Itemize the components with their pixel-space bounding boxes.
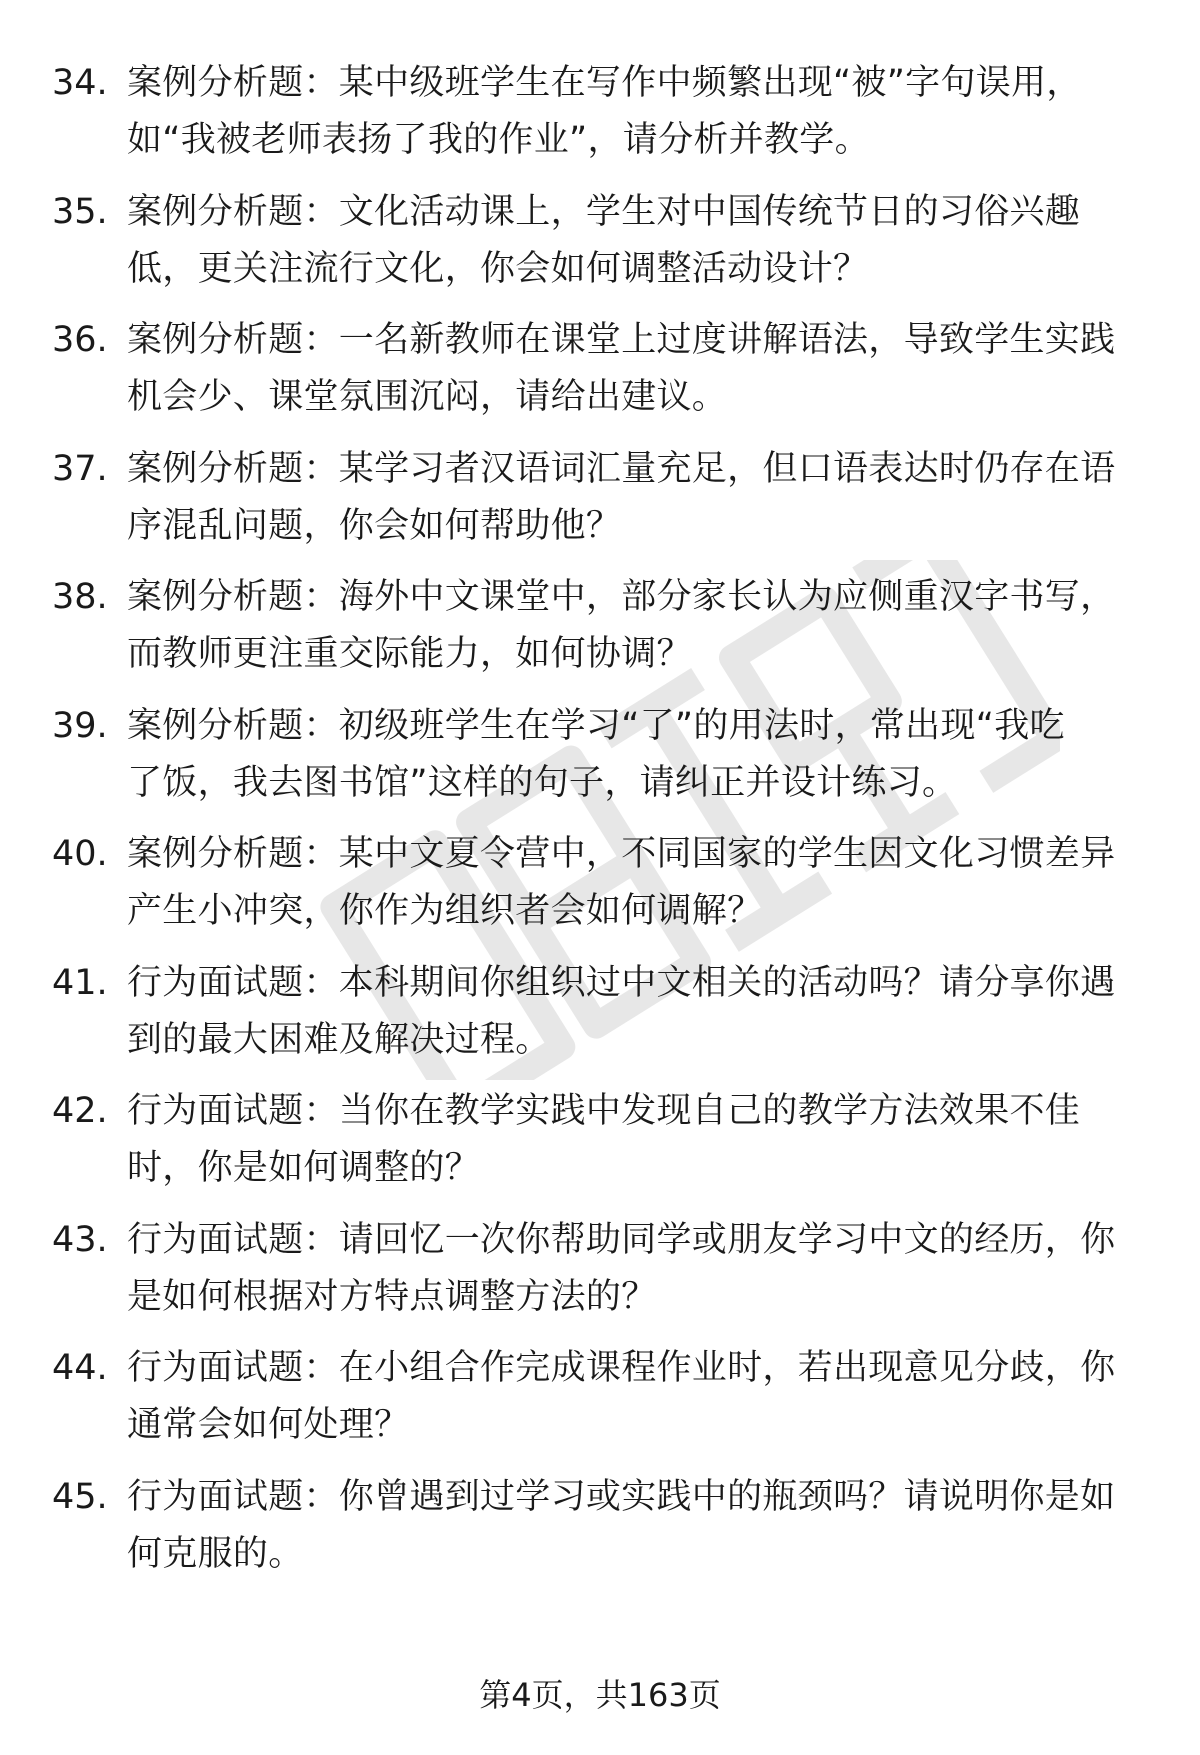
question-item [0, 825, 1200, 954]
question-item [0, 697, 1200, 826]
question-text-line-2: 序混乱问题，你会如何帮助他？ [127, 505, 622, 546]
question-item [0, 1082, 1200, 1211]
question-number: 35. [52, 191, 108, 232]
page-footer [0, 1670, 1200, 1720]
question-text-line-2: 通常会如何处理？ [127, 1405, 410, 1445]
question-text-line-1: 行为面试题：当你在教学实践中发现自己的教学方法效果不佳 [127, 1091, 1081, 1131]
question-item [0, 954, 1200, 1083]
question-number: 43. [52, 1219, 108, 1260]
question-text-line-2: 机会少、课堂氛围沉闷，请给出建议。 [127, 377, 728, 417]
question-text-line-2: 低，更关注流行文化，你会如何调整活动设计？ [127, 248, 869, 289]
question-number: 34. [52, 63, 108, 103]
question-item [0, 183, 1200, 312]
question-item [0, 568, 1200, 697]
question-item [0, 54, 1200, 183]
question-text-line-2: 到的最大困难及解决过程。 [127, 1019, 551, 1060]
question-number: 39. [52, 705, 108, 746]
question-text-line-2: 何克服的。 [127, 1533, 304, 1574]
question-number: 37. [52, 448, 108, 489]
question-text-line-1: 案例分析题：某学习者汉语词汇量充足，但口语表达时仍存在语 [127, 448, 1116, 489]
question-number: 44. [52, 1348, 108, 1388]
question-number: 40. [52, 834, 108, 874]
question-text-line-2: 如“我被老师表扬了我的作业”，请分析并教学。 [127, 120, 870, 160]
question-text-line-1: 案例分析题：海外中文课堂中，部分家长认为应侧重汉字书写， [127, 577, 1116, 617]
page-number-label: 第4页，共163页 [479, 1676, 721, 1714]
question-text-line-1: 案例分析题：某中文夏令营中，不同国家的学生因文化习惯差异 [127, 834, 1116, 874]
question-item [0, 440, 1200, 569]
question-text-line-2: 是如何根据对方特点调整方法的？ [127, 1276, 657, 1317]
question-text-line-1: 案例分析题：初级班学生在学习“了”的用法时，常出现“我吃 [127, 705, 1065, 746]
question-number: 45. [52, 1476, 108, 1517]
question-text-line-1: 行为面试题：你曾遇到过学习或实践中的瓶颈吗？请说明你是如 [127, 1476, 1116, 1517]
question-text-line-2: 产生小冲突，你作为组织者会如何调解？ [127, 891, 763, 931]
question-number: 42. [52, 1091, 108, 1131]
question-item [0, 1339, 1200, 1468]
question-number: 41. [52, 962, 108, 1003]
question-list [0, 54, 1200, 1596]
question-text-line-2: 时，你是如何调整的？ [127, 1148, 481, 1188]
question-text-line-2: 了饭，我去图书馆”这样的句子，请纠正并设计练习。 [127, 762, 958, 803]
question-text-line-2: 而教师更注重交际能力，如何协调？ [127, 634, 692, 674]
question-text-line-1: 行为面试题：在小组合作完成课程作业时，若出现意见分歧，你 [127, 1348, 1116, 1388]
question-number: 36. [52, 320, 108, 360]
question-number: 38. [52, 577, 108, 617]
question-text-line-1: 行为面试题：请回忆一次你帮助同学或朋友学习中文的经历，你 [127, 1219, 1116, 1260]
question-text-line-1: 案例分析题：一名新教师在课堂上过度讲解语法，导致学生实践 [127, 320, 1116, 360]
question-text-line-1: 案例分析题：文化活动课上，学生对中国传统节日的习俗兴趣 [127, 191, 1081, 232]
question-item [0, 1211, 1200, 1340]
question-text-line-1: 行为面试题：本科期间你组织过中文相关的活动吗？请分享你遇 [127, 962, 1116, 1003]
question-item [0, 1468, 1200, 1597]
question-text-line-1: 案例分析题：某中级班学生在写作中频繁出现“被”字句误用， [127, 63, 1082, 103]
question-item [0, 311, 1200, 440]
